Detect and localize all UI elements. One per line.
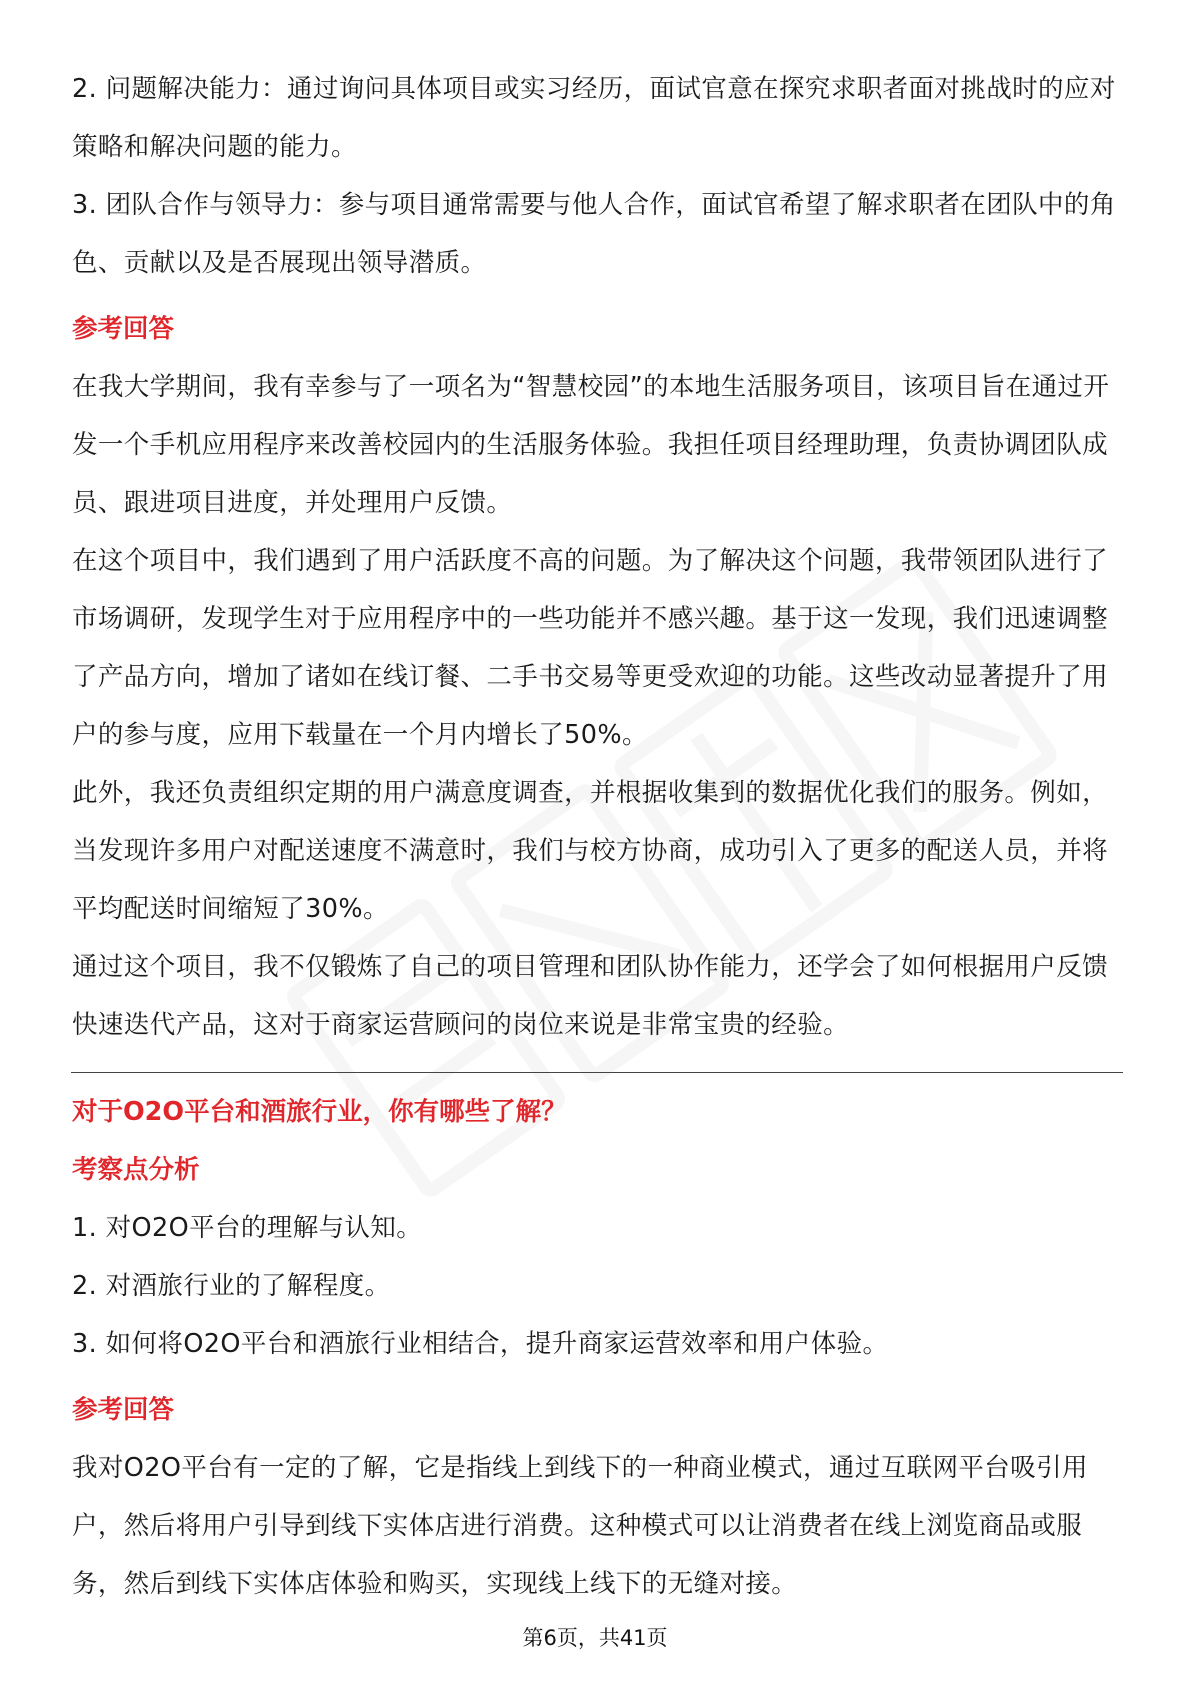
reference-answer-heading: 参考回答 <box>72 314 175 344</box>
analysis-point-2: 2. 对酒旅行业的了解程度。 <box>72 1271 391 1301</box>
analysis-point-2: 2. 问题解决能力：通过询问具体项目或实习经历，面试官意在探究求职者面对挑战时的应对策略和解决问题的能力。 <box>72 74 1116 162</box>
reference-answer-heading: 参考回答 <box>72 1395 175 1425</box>
answer-paragraph: 此外，我还负责组织定期的用户满意度调查，并根据收集到的数据优化我们的服务。例如，当发现许多用户对配送速度不满意时，我们与校方协商，成功引入了更多的配送人员，并将平均配送时间缩短了30%。 <box>72 778 1109 924</box>
section-divider <box>71 1072 1123 1073</box>
answer-paragraph: 在我大学期间，我有幸参与了一项名为“智慧校园”的本地生活服务项目，该项目旨在通过开发一个手机应用程序来改善校园内的生活服务体验。我担任项目经理助理，负责协调团队成员、跟进项目进度，并处理用户反馈。 <box>72 372 1110 518</box>
analysis-point-1: 1. 对O2O平台的理解与认知。 <box>72 1213 423 1243</box>
document-body <box>72 60 1122 1613</box>
answer-paragraph: 通过这个项目，我不仅锻炼了自己的项目管理和团队协作能力，还学会了如何根据用户反馈快速迭代产品，这对于商家运营顾问的岗位来说是非常宝贵的经验。 <box>72 952 1109 1040</box>
page-number: 第6页，共41页 <box>522 1626 668 1650</box>
analysis-heading: 考察点分析 <box>72 1155 200 1185</box>
question-heading: 对于O2O平台和酒旅行业，你有哪些了解？ <box>72 1097 567 1127</box>
answer-paragraph: 我对O2O平台有一定的了解，它是指线上到线下的一种商业模式，通过互联网平台吸引用户，然后将用户引导到线下实体店进行消费。这种模式可以让消费者在线上浏览商品或服务，然后到线下实体店体验和购买，实现线上线下的无缝对接。 <box>72 1453 1088 1599</box>
analysis-point-3: 3. 团队合作与领导力：参与项目通常需要与他人合作，面试官希望了解求职者在团队中的角色、贡献以及是否展现出领导潜质。 <box>72 190 1116 278</box>
answer-paragraph: 在这个项目中，我们遇到了用户活跃度不高的问题。为了解决这个问题，我带领团队进行了市场调研，发现学生对于应用程序中的一些功能并不感兴趣。基于这一发现，我们迅速调整了产品方向，增加了诸如在线订餐、二手书交易等更受欢迎的功能。这些改动显著提升了用户的参与度，应用下载量在一个月内增长了50%。 <box>72 546 1109 750</box>
analysis-point-3: 3. 如何将O2O平台和酒旅行业相结合，提升商家运营效率和用户体验。 <box>72 1329 889 1359</box>
